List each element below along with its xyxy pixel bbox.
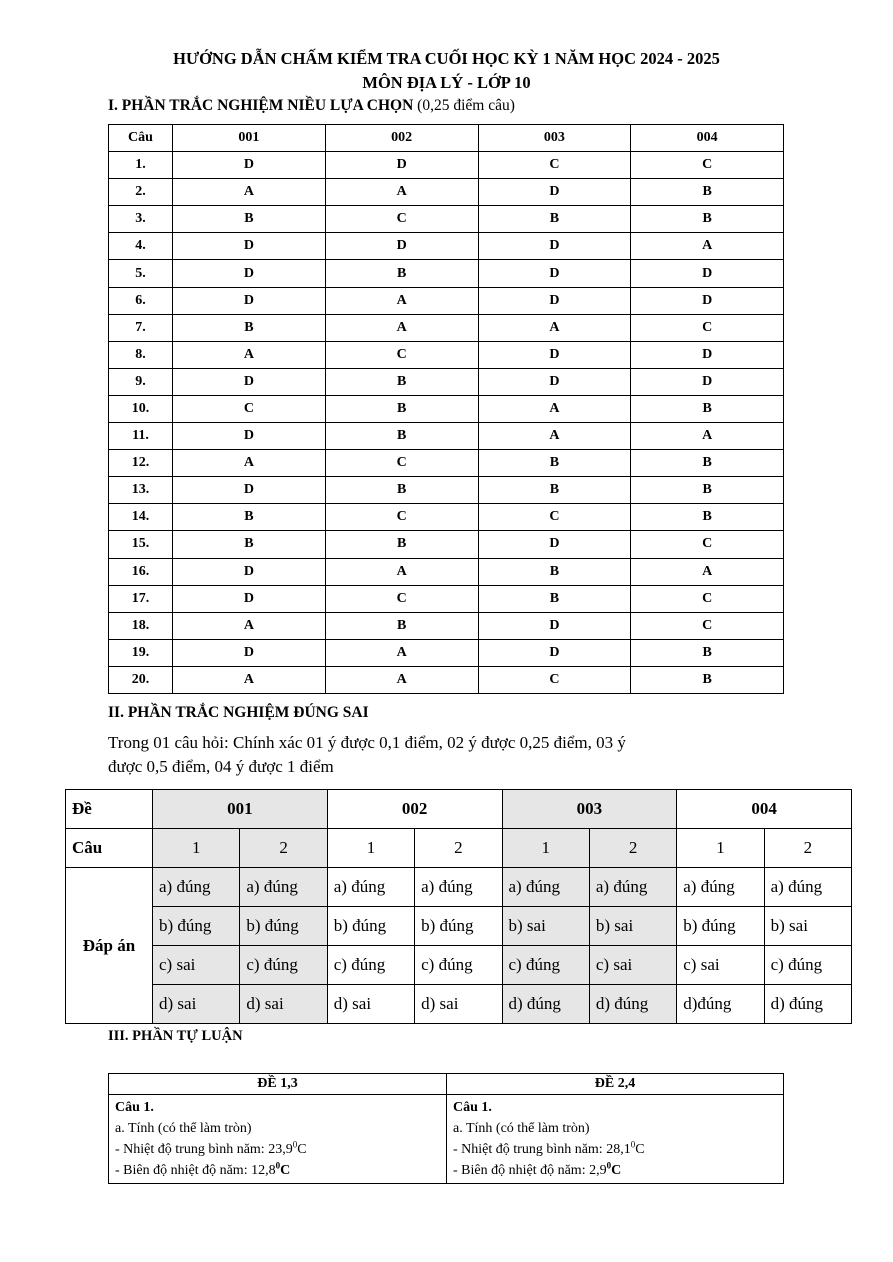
question-number: 7.: [109, 314, 173, 341]
table-row: [109, 585, 784, 612]
cau-cell: 2: [764, 829, 851, 868]
table-row: [109, 504, 784, 531]
answer-cell: A: [478, 395, 631, 422]
answer-cell: C: [325, 206, 478, 233]
answer-cell: d) đúng: [502, 985, 589, 1024]
answer-cell: D: [173, 368, 326, 395]
answer-cell: a) đúng: [677, 868, 764, 907]
answer-cell: D: [478, 368, 631, 395]
section2-heading: II. PHẦN TRẮC NGHIỆM ĐÚNG SAI: [108, 704, 369, 721]
answer-cell: b) đúng: [240, 907, 327, 946]
answer-cell: D: [478, 287, 631, 314]
answer-cell: d) đúng: [589, 985, 676, 1024]
answer-cell: B: [631, 450, 784, 477]
answer-cell: d) sai: [327, 985, 414, 1024]
answer-row: [66, 868, 852, 907]
answer-cell: B: [173, 531, 326, 558]
answer-cell: B: [631, 179, 784, 206]
question-number: 5.: [109, 260, 173, 287]
answer-cell: c) đúng: [240, 946, 327, 985]
question-number: 2.: [109, 179, 173, 206]
answer-cell: A: [173, 612, 326, 639]
question-number: 15.: [109, 531, 173, 558]
section2-desc-line1: Trong 01 câu hỏi: Chính xác 01 ý được 0,1 điểm, 02 ý được 0,25 điểm, 03 ý: [108, 733, 626, 752]
essay-left-content: [109, 1095, 447, 1184]
essay-right-content: [447, 1095, 784, 1184]
question-number: 18.: [109, 612, 173, 639]
answer-cell: A: [173, 179, 326, 206]
answer-cell: B: [631, 477, 784, 504]
table-row: [109, 639, 784, 666]
answer-cell: B: [631, 639, 784, 666]
answer-cell: C: [325, 450, 478, 477]
table-row: [109, 206, 784, 233]
answer-cell: C: [325, 504, 478, 531]
cau-cell: 2: [589, 829, 676, 868]
answer-cell: A: [325, 666, 478, 693]
answer-cell: d) đúng: [764, 985, 851, 1024]
answer-cell: D: [173, 287, 326, 314]
cau-row: [66, 829, 852, 868]
answer-cell: d)đúng: [677, 985, 764, 1024]
mean-temperature-line: - Nhiệt độ trung bình năm: 23,9$^0$C: [115, 1139, 307, 1157]
de-row: [66, 790, 852, 829]
header-003: 003: [478, 125, 631, 152]
answer-cell: A: [478, 314, 631, 341]
answer-cell: D: [173, 558, 326, 585]
answer-cell: D: [478, 260, 631, 287]
answer-cell: B: [478, 558, 631, 585]
temperature-range-line: - Biên độ nhiệt độ năm: 12,8$^0$C: [115, 1160, 291, 1178]
answer-cell: B: [478, 450, 631, 477]
table-row: [109, 341, 784, 368]
table-row: [109, 260, 784, 287]
table-row: [109, 612, 784, 639]
table-row: [109, 450, 784, 477]
table-row: [109, 395, 784, 422]
answer-cell: A: [325, 558, 478, 585]
question-label: Câu 1.: [115, 1100, 154, 1115]
answer-cell: B: [173, 206, 326, 233]
multiple-choice-answer-table: [108, 124, 784, 694]
answer-cell: b) sai: [502, 907, 589, 946]
table-row: [109, 152, 784, 179]
answer-cell: c) sai: [677, 946, 764, 985]
answer-cell: A: [325, 314, 478, 341]
answer-cell: A: [173, 341, 326, 368]
answer-row: [66, 946, 852, 985]
header-001: 001: [173, 125, 326, 152]
answer-cell: D: [478, 233, 631, 260]
question-number: 12.: [109, 450, 173, 477]
answer-cell: A: [478, 423, 631, 450]
table-row: [109, 314, 784, 341]
question-number: 8.: [109, 341, 173, 368]
answer-cell: D: [325, 233, 478, 260]
question-number: 10.: [109, 395, 173, 422]
answer-cell: B: [631, 504, 784, 531]
answer-cell: A: [173, 666, 326, 693]
question-number: 17.: [109, 585, 173, 612]
answer-cell: D: [631, 368, 784, 395]
temperature-range-line: - Biên độ nhiệt độ năm: $2,9^0C$: [453, 1160, 622, 1178]
label-cau: Câu: [66, 829, 153, 868]
table-row: [109, 233, 784, 260]
answer-cell: B: [325, 531, 478, 558]
header-cau: Câu: [109, 125, 173, 152]
answer-cell: B: [173, 504, 326, 531]
question-number: 9.: [109, 368, 173, 395]
section1-note: (0,25 điểm câu): [417, 97, 515, 114]
essay-header-left: ĐỀ 1,3: [109, 1074, 447, 1095]
table-row: [109, 477, 784, 504]
cau-cell: 1: [327, 829, 414, 868]
answer-cell: b) đúng: [415, 907, 502, 946]
answer-cell: b) sai: [764, 907, 851, 946]
answer-cell: B: [478, 206, 631, 233]
answer-cell: C: [631, 152, 784, 179]
cau-cell: 1: [677, 829, 764, 868]
table-row: [109, 287, 784, 314]
answer-cell: c) đúng: [415, 946, 502, 985]
answer-cell: D: [478, 531, 631, 558]
question-number: 14.: [109, 504, 173, 531]
answer-cell: D: [173, 477, 326, 504]
question-label: Câu 1.: [453, 1100, 492, 1115]
answer-cell: D: [173, 260, 326, 287]
document-title-line1: HƯỚNG DẪN CHẤM KIỂM TRA CUỐI HỌC KỲ 1 NĂM HỌC 2024 - 2025: [173, 49, 720, 68]
answer-cell: A: [173, 450, 326, 477]
answer-cell: D: [478, 179, 631, 206]
answer-cell: A: [325, 639, 478, 666]
answer-cell: d) sai: [240, 985, 327, 1024]
table-row: [109, 666, 784, 693]
cau-cell: 2: [415, 829, 502, 868]
answer-cell: C: [325, 585, 478, 612]
label-dapan: Đáp án: [66, 868, 153, 1024]
mean-temperature-line: - Nhiệt độ trung bình năm: 28,1$^0$C: [453, 1139, 645, 1157]
header-002: 002: [325, 125, 478, 152]
de-003: 003: [502, 790, 677, 829]
answer-row: [66, 907, 852, 946]
essay-answer-table: [108, 1073, 784, 1184]
answer-cell: A: [325, 287, 478, 314]
answer-cell: B: [478, 585, 631, 612]
answer-cell: b) đúng: [153, 907, 240, 946]
answer-cell: A: [631, 558, 784, 585]
answer-cell: C: [631, 314, 784, 341]
table-row: [109, 558, 784, 585]
answer-cell: D: [478, 341, 631, 368]
cau-cell: 1: [153, 829, 240, 868]
de-001: 001: [153, 790, 328, 829]
question-number: 13.: [109, 477, 173, 504]
answer-cell: D: [173, 585, 326, 612]
question-number: 20.: [109, 666, 173, 693]
answer-cell: c) đúng: [502, 946, 589, 985]
answer-cell: C: [478, 152, 631, 179]
answer-cell: B: [173, 314, 326, 341]
question-number: 6.: [109, 287, 173, 314]
answer-cell: D: [173, 423, 326, 450]
answer-cell: C: [631, 612, 784, 639]
answer-cell: D: [631, 260, 784, 287]
answer-cell: a) đúng: [415, 868, 502, 907]
answer-cell: a) đúng: [502, 868, 589, 907]
section3-heading: III. PHẦN TỰ LUẬN: [108, 1028, 243, 1044]
answer-cell: a) đúng: [240, 868, 327, 907]
table-row: [109, 423, 784, 450]
answer-cell: C: [631, 531, 784, 558]
answer-cell: a) đúng: [153, 868, 240, 907]
table-row: [109, 531, 784, 558]
answer-cell: A: [631, 233, 784, 260]
answer-cell: b) đúng: [327, 907, 414, 946]
answer-cell: B: [325, 395, 478, 422]
document-title-line2: MÔN ĐỊA LÝ - LỚP 10: [362, 73, 531, 92]
answer-cell: d) sai: [415, 985, 502, 1024]
answer-cell: C: [325, 341, 478, 368]
instruction-text: a. Tính (có thể làm tròn): [115, 1121, 252, 1136]
answer-cell: A: [631, 423, 784, 450]
label-de: Đề: [66, 790, 153, 829]
answer-cell: c) đúng: [327, 946, 414, 985]
table-header-row: [109, 125, 784, 152]
answer-cell: b) đúng: [677, 907, 764, 946]
question-number: 4.: [109, 233, 173, 260]
answer-cell: D: [325, 152, 478, 179]
answer-cell: B: [325, 260, 478, 287]
instruction-text: a. Tính (có thể làm tròn): [453, 1121, 590, 1136]
answer-cell: D: [631, 287, 784, 314]
question-number: 11.: [109, 423, 173, 450]
answer-cell: B: [631, 206, 784, 233]
answer-cell: D: [173, 639, 326, 666]
answer-cell: D: [173, 152, 326, 179]
question-number: 1.: [109, 152, 173, 179]
question-number: 19.: [109, 639, 173, 666]
answer-cell: D: [173, 233, 326, 260]
cau-cell: 1: [502, 829, 589, 868]
question-number: 3.: [109, 206, 173, 233]
answer-cell: a) đúng: [764, 868, 851, 907]
answer-cell: B: [325, 423, 478, 450]
de-004: 004: [677, 790, 852, 829]
answer-cell: D: [478, 612, 631, 639]
answer-cell: A: [325, 179, 478, 206]
answer-cell: C: [631, 585, 784, 612]
answer-cell: B: [478, 477, 631, 504]
answer-cell: b) sai: [589, 907, 676, 946]
answer-cell: B: [325, 368, 478, 395]
answer-cell: c) sai: [153, 946, 240, 985]
header-004: 004: [631, 125, 784, 152]
answer-cell: C: [478, 504, 631, 531]
answer-cell: D: [631, 341, 784, 368]
section2-desc-line2: được 0,5 điểm, 04 ý được 1 điểm: [108, 757, 334, 776]
answer-cell: C: [173, 395, 326, 422]
cau-cell: 2: [240, 829, 327, 868]
true-false-answer-table: [65, 789, 852, 1024]
answer-cell: D: [478, 639, 631, 666]
answer-cell: a) đúng: [589, 868, 676, 907]
answer-cell: B: [631, 395, 784, 422]
section1-heading: [108, 97, 515, 115]
answer-cell: d) sai: [153, 985, 240, 1024]
answer-cell: B: [631, 666, 784, 693]
answer-row: [66, 985, 852, 1024]
answer-cell: a) đúng: [327, 868, 414, 907]
section1-title: I. PHẦN TRẮC NGHIỆM NIỀU LỰA CHỌN: [108, 97, 414, 114]
essay-header-right: ĐỀ 2,4: [447, 1074, 784, 1095]
answer-cell: B: [325, 612, 478, 639]
table-row: [109, 368, 784, 395]
answer-cell: C: [478, 666, 631, 693]
answer-cell: c) đúng: [764, 946, 851, 985]
answer-cell: B: [325, 477, 478, 504]
answer-cell: c) sai: [589, 946, 676, 985]
de-002: 002: [327, 790, 502, 829]
table-row: [109, 179, 784, 206]
question-number: 16.: [109, 558, 173, 585]
